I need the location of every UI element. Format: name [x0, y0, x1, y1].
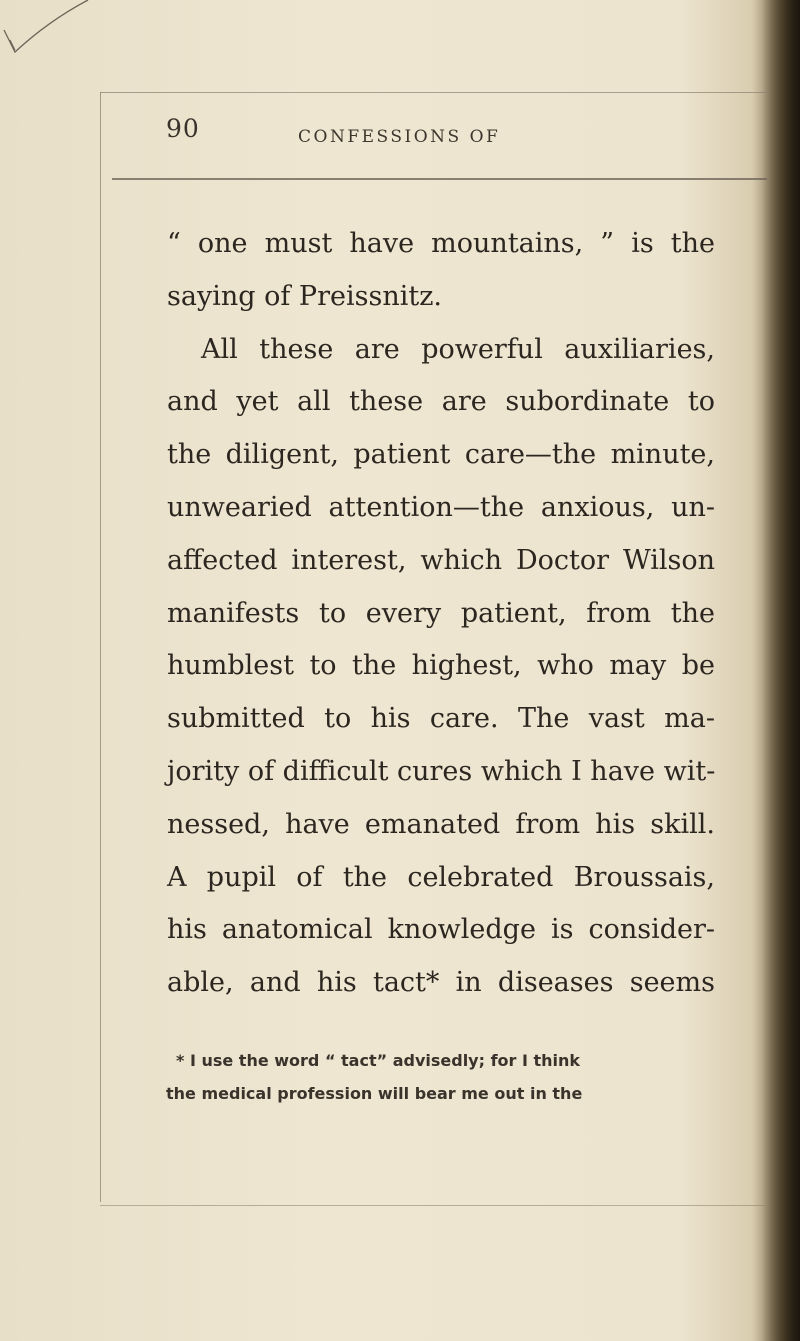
text-line: jority of difficult cures which I have wit- — [167, 755, 716, 787]
running-head-title: CONFESSIONS OF — [298, 127, 501, 147]
text-line: humblest to the highest, who may be — [167, 650, 715, 682]
text-line: submitted to his care. The vast ma- — [167, 703, 715, 735]
text-line: A pupil of the celebrated Broussais, — [167, 861, 715, 893]
footnote-line: * I use the word “ tact” advisedly; for I think — [176, 1051, 581, 1070]
page-frame-bottom-rule — [100, 1205, 768, 1206]
text-line: able, and his tact* in diseases seems — [167, 967, 715, 999]
text-line: “ one must have mountains, ” is the — [167, 228, 715, 259]
text-line: the diligent, patient care—the minute, — [167, 439, 715, 471]
text-line: unwearied attention—the anxious, un- — [167, 491, 715, 523]
pencil-check-mark-icon — [2, 0, 92, 60]
text-line: nessed, have emanated from his skill. — [167, 808, 715, 840]
header-rule — [112, 178, 767, 180]
text-line: All these are powerful auxiliaries, — [201, 333, 715, 365]
text-line: manifests to every patient, from the — [167, 597, 715, 629]
page-number: 90 — [166, 114, 200, 143]
footnote — [166, 1044, 690, 1110]
footnote-line: the medical profession will bear me out in the — [166, 1084, 583, 1103]
text-line: his anatomical knowledge is consider- — [167, 914, 715, 946]
page-frame-top-rule — [100, 92, 768, 93]
text-line: saying of Preissnitz. — [167, 280, 443, 312]
page-frame-left-rule — [100, 92, 101, 1202]
body-text — [167, 218, 715, 1010]
text-line: and yet all these are subordinate to — [167, 386, 715, 418]
text-line: affected interest, which Doctor Wilson — [167, 544, 715, 576]
page-gutter-shadow — [762, 0, 800, 1341]
